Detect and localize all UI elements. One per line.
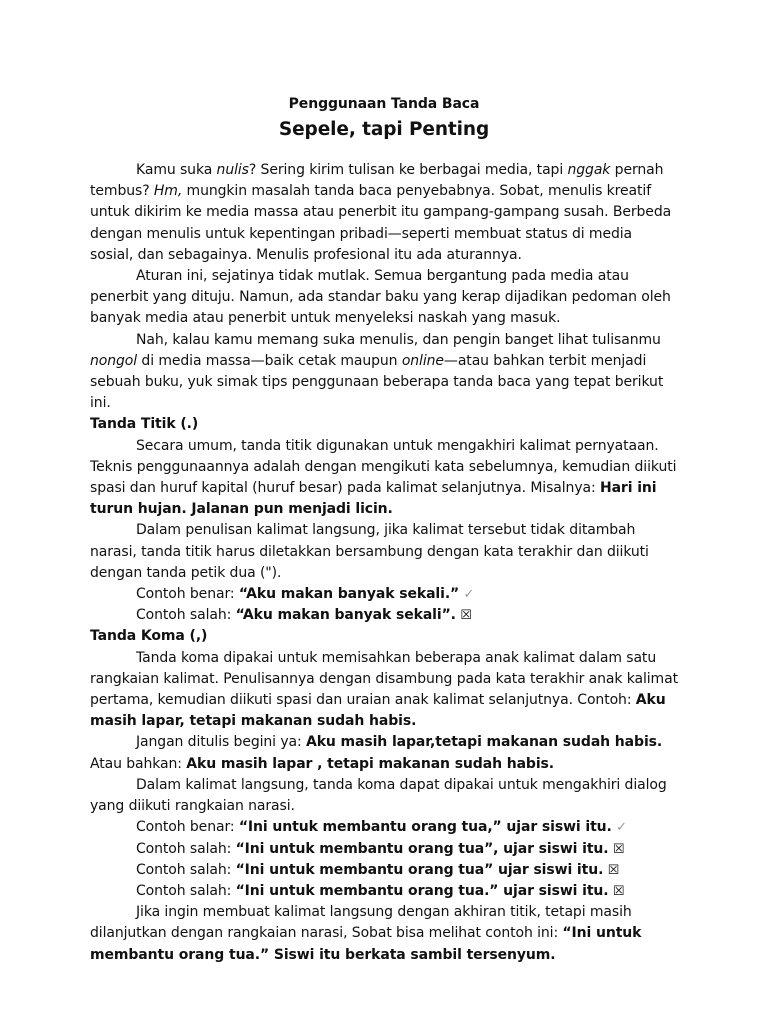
intro-paragraph-2: Aturan ini, sejatinya tidak mutlak. Semua bergantung pada media atau penerbit yang dituju. Namun, ada standar baku yang kerap dijadikan pedoman oleh banyak media atau penerbit untuk menyeleksi naskah yang masuk. bbox=[90, 268, 671, 327]
cross-box-icon: ☒ bbox=[460, 608, 472, 624]
titik-paragraph-2: Dalam penulisan kalimat langsung, jika kalimat tersebut tidak ditambah narasi, tanda titik harus diletakkan bersambung dengan kata terakhir dan diikuti dengan tanda petik dua ("). bbox=[90, 522, 649, 581]
example-bold: Aku masih lapar,tetapi makanan sudah habis. bbox=[305, 734, 663, 751]
text: Atau bahkan: bbox=[90, 755, 187, 772]
koma-paragraph-4 bbox=[90, 902, 678, 966]
text: pernah tembus? bbox=[90, 162, 664, 200]
titik-example-wrong bbox=[90, 605, 678, 626]
document-subtitle: Penggunaan Tanda Baca bbox=[288, 96, 480, 112]
example-bold: “Aku makan banyak sekali”. bbox=[235, 607, 456, 624]
italic-term: nongol bbox=[90, 352, 138, 369]
italic-term: Hm, bbox=[153, 183, 183, 200]
example-label: Contoh salah: bbox=[136, 607, 236, 624]
koma-example-wrong-3 bbox=[90, 881, 678, 902]
example-bold: “Ini untuk membantu orang tua”, ujar siswi itu. bbox=[235, 840, 609, 857]
koma-example-wrong-2 bbox=[90, 860, 678, 881]
text: ? Sering kirim tulisan ke berbagai media, tapi bbox=[248, 162, 568, 178]
intro-paragraph-3 bbox=[90, 330, 678, 415]
italic-term: online bbox=[401, 352, 444, 369]
example-bold: “Ini untuk membantu orang tua.” ujar siswi itu. bbox=[235, 882, 609, 899]
cross-box-icon: ☒ bbox=[607, 862, 620, 878]
example-label: Contoh salah: bbox=[136, 882, 236, 899]
italic-term: nulis bbox=[216, 162, 249, 178]
section-heading-koma: Tanda Koma (,) bbox=[90, 628, 208, 645]
text: —atau bahkan terbit menjadi sebuah buku, yuk simak tips penggunaan beberapa tanda baca yang tepat berikut ini. bbox=[90, 352, 664, 412]
example-bold: “Ini untuk membantu orang tua,” ujar siswi itu. bbox=[238, 819, 612, 836]
koma-paragraph-1 bbox=[90, 648, 678, 733]
italic-term: nggak bbox=[567, 162, 611, 178]
text: Jangan ditulis begini ya: bbox=[136, 734, 306, 751]
example-label: Contoh salah: bbox=[136, 861, 236, 878]
koma-example-correct bbox=[90, 817, 678, 838]
example-bold: “Ini untuk membantu orang tua.” Siswi itu berkata sambil tersenyum. bbox=[90, 925, 642, 963]
koma-paragraph-2 bbox=[90, 732, 678, 774]
titik-paragraph-1 bbox=[90, 436, 678, 521]
intro-paragraph-1 bbox=[90, 160, 678, 266]
koma-example-wrong-1 bbox=[90, 839, 678, 860]
koma-paragraph-3: Dalam kalimat langsung, tanda koma dapat dipakai untuk mengakhiri dialog yang diikuti rangkaian narasi. bbox=[90, 776, 667, 815]
example-label: Contoh salah: bbox=[136, 840, 236, 857]
text: di media massa—baik cetak maupun bbox=[137, 352, 402, 369]
example-bold: Hari ini turun hujan. Jalanan pun menjadi licin. bbox=[90, 480, 657, 518]
example-bold: Aku masih lapar , tetapi makanan sudah habis. bbox=[186, 755, 554, 772]
text: Nah, kalau kamu memang suka menulis, dan pengin banget lihat tulisanmu bbox=[136, 331, 661, 348]
example-label: Contoh benar: bbox=[136, 819, 239, 836]
text: Jika ingin membuat kalimat langsung dengan akhiran titik, tetapi masih dilanjutkan dengan rangkaian narasi, Sobat bisa melihat contoh ini: bbox=[90, 904, 632, 942]
document-title: Sepele, tapi Penting bbox=[278, 119, 490, 140]
text: Tanda koma dipakai untuk memisahkan beberapa anak kalimat dalam satu rangkaian kalimat. Penulisannya dengan disambung pada kata terakhir anak kalimat pertama, kemudian diikuti spasi dan uraian anak kalimat selanjutnya. Contoh: bbox=[90, 649, 678, 709]
check-icon: ✓ bbox=[463, 587, 475, 603]
example-label: Contoh benar: bbox=[136, 586, 239, 603]
example-bold: “Aku makan banyak sekali.” bbox=[238, 586, 460, 603]
check-icon: ✓ bbox=[616, 820, 627, 836]
example-bold: Aku masih lapar, tetapi makanan sudah habis. bbox=[90, 692, 666, 730]
text: Kamu suka bbox=[136, 162, 217, 178]
text: Secara umum, tanda titik digunakan untuk mengakhiri kalimat pernyataan. Teknis penggunaannya adalah dengan mengikuti kata sebelumnya, kemudian diikuti spasi dan huruf kapital (huruf besar) pada kalimat selanjutnya. Misalnya: bbox=[90, 437, 677, 497]
cross-box-icon: ☒ bbox=[612, 883, 625, 899]
section-heading-titik: Tanda Titik (.) bbox=[90, 416, 199, 433]
titik-example-correct bbox=[90, 584, 678, 605]
text: mungkin masalah tanda baca penyebabnya. Sobat, menulis kreatif untuk dikirim ke media massa atau penerbit itu gampang-gampang susah. Berbeda dengan menulis untuk kepentingan pribadi—seperti membuat status di media sosial, dan sebagainya. Menulis profesional itu ada aturannya. bbox=[90, 183, 672, 263]
cross-box-icon: ☒ bbox=[612, 841, 625, 857]
example-bold: “Ini untuk membantu orang tua” ujar siswi itu. bbox=[235, 861, 604, 878]
